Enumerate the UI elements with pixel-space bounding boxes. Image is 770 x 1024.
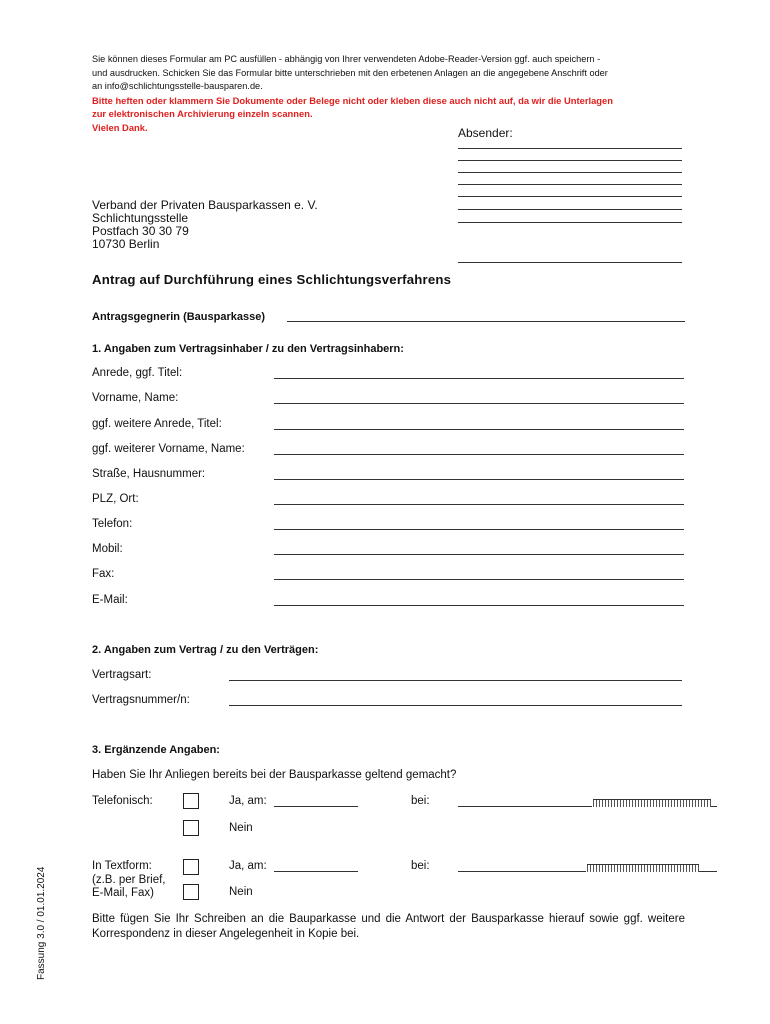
warning-line-1: Bitte heften oder klammern Sie Dokumente oder Belege nicht oder kleben diese auch nicht auf, da wir die Unterlagen bbox=[92, 94, 613, 106]
field-label-weiterer-name: ggf. weiterer Vorname, Name: bbox=[92, 443, 245, 455]
field-label-plz: PLZ, Ort: bbox=[92, 493, 139, 505]
textform-ja-checkbox[interactable] bbox=[183, 859, 199, 875]
telefonisch-ja-label: Ja, am: bbox=[229, 795, 267, 807]
question-text: Haben Sie Ihr Anliegen bereits bei der Bausparkasse geltend gemacht? bbox=[92, 769, 457, 781]
telefonisch-ja-checkbox[interactable] bbox=[183, 793, 199, 809]
field-label-strasse: Straße, Hausnummer: bbox=[92, 468, 206, 480]
absender-line-6[interactable] bbox=[458, 209, 682, 210]
antragsgegnerin-field[interactable] bbox=[287, 321, 685, 322]
telefonisch-bei-field-ext bbox=[593, 799, 711, 807]
field-label-vorname: Vorname, Name: bbox=[92, 392, 179, 404]
textform-label-2: (z.B. per Brief, bbox=[92, 874, 166, 886]
version-label: Fassung 3.0 / 01.01.2024 bbox=[36, 866, 47, 980]
telefonisch-nein-label: Nein bbox=[229, 822, 253, 834]
absender-line-5[interactable] bbox=[458, 196, 682, 197]
absender-label: Absender: bbox=[458, 126, 513, 140]
intro-line-1: Sie können dieses Formular am PC ausfüllen - abhängig von Ihrer verwendeten Adobe-Reader-Version ggf. auch speichern - bbox=[92, 54, 601, 64]
field-label-fax: Fax: bbox=[92, 568, 115, 580]
telefonisch-date-field[interactable] bbox=[274, 806, 358, 807]
recipient-name: Verband der Privaten Bausparkassen e. V. bbox=[92, 198, 318, 212]
telefonisch-bei-label: bei: bbox=[411, 795, 430, 807]
vorname-field[interactable] bbox=[274, 403, 684, 404]
intro-line-3: an info@schlichtungsstelle-bausparen.de. bbox=[92, 81, 263, 92]
recipient-city: 10730 Berlin bbox=[92, 237, 160, 251]
section-2-heading: 2. Angaben zum Vertrag / zu den Verträgen: bbox=[92, 644, 319, 656]
field-label-telefon: Telefon: bbox=[92, 518, 133, 530]
enclosure-note: Bitte fügen Sie Ihr Schreiben an die Bauparkasse und die Antwort der Bausparkasse hierauf sowie ggf. weitere Korrespondenz in dieser Angelegenheit in Kopie bei. bbox=[92, 913, 685, 940]
telefon-field[interactable] bbox=[274, 529, 684, 530]
field-label-email: E-Mail: bbox=[92, 594, 128, 606]
telefonisch-bei-field[interactable] bbox=[458, 806, 592, 807]
field-label-weitere-anrede: ggf. weitere Anrede, Titel: bbox=[92, 418, 222, 430]
textform-bei-field-ext bbox=[587, 864, 699, 872]
textform-label-3: E-Mail, Fax) bbox=[92, 887, 154, 899]
anrede-field[interactable] bbox=[274, 378, 684, 379]
weitere-anrede-field[interactable] bbox=[274, 429, 684, 430]
section-1-heading: 1. Angaben zum Vertragsinhaber / zu den Vertragsinhabern: bbox=[92, 343, 404, 355]
textform-date-field[interactable] bbox=[274, 871, 358, 872]
mobil-field[interactable] bbox=[274, 554, 684, 555]
recipient-address bbox=[92, 199, 318, 251]
textform-bei-field-end bbox=[699, 871, 717, 872]
telefonisch-nein-checkbox[interactable] bbox=[183, 820, 199, 836]
intro-text bbox=[92, 53, 692, 134]
section-3-heading: 3. Ergänzende Angaben: bbox=[92, 744, 220, 756]
antragsgegnerin-label: Antragsgegnerin (Bausparkasse) bbox=[92, 311, 265, 323]
form-title: Antrag auf Durchführung eines Schlichtungsverfahrens bbox=[92, 272, 452, 287]
telefonisch-bei-field-end bbox=[711, 806, 717, 807]
textform-nein-label: Nein bbox=[229, 886, 253, 898]
absender-line-7[interactable] bbox=[458, 222, 682, 223]
field-label-vertragsnummer: Vertragsnummer/n: bbox=[92, 694, 190, 706]
textform-nein-checkbox[interactable] bbox=[183, 884, 199, 900]
plz-field[interactable] bbox=[274, 504, 684, 505]
vertragsart-field[interactable] bbox=[229, 680, 682, 681]
email-field[interactable] bbox=[274, 605, 684, 606]
absender-line-4[interactable] bbox=[458, 184, 682, 185]
strasse-field[interactable] bbox=[274, 479, 684, 480]
intro-line-2: und ausdrucken. Schicken Sie das Formular bitte unterschrieben mit den erbetenen Anlagen an die angegebene Anschrift oder bbox=[92, 67, 608, 78]
field-label-mobil: Mobil: bbox=[92, 543, 123, 555]
weiterer-name-field[interactable] bbox=[274, 454, 684, 455]
absender-line-2[interactable] bbox=[458, 160, 682, 161]
absender-line-3[interactable] bbox=[458, 172, 682, 173]
textform-bei-field[interactable] bbox=[458, 871, 586, 872]
textform-bei-label: bei: bbox=[411, 860, 430, 872]
textform-ja-label: Ja, am: bbox=[229, 860, 267, 872]
recipient-dept: Schlichtungsstelle bbox=[92, 211, 189, 225]
warning-line-3: Vielen Dank. bbox=[92, 121, 148, 133]
field-label-vertragsart: Vertragsart: bbox=[92, 669, 152, 681]
vertragsnummer-field[interactable] bbox=[229, 705, 682, 706]
recipient-postfach: Postfach 30 30 79 bbox=[92, 224, 189, 238]
absender-line-8[interactable] bbox=[458, 262, 682, 263]
telefonisch-label: Telefonisch: bbox=[92, 795, 153, 807]
absender-line-1[interactable] bbox=[458, 148, 682, 149]
fax-field[interactable] bbox=[274, 579, 684, 580]
field-label-anrede: Anrede, ggf. Titel: bbox=[92, 367, 183, 379]
warning-line-2: zur elektronischen Archivierung einzeln scannen. bbox=[92, 108, 313, 120]
textform-label: In Textform: bbox=[92, 860, 152, 872]
